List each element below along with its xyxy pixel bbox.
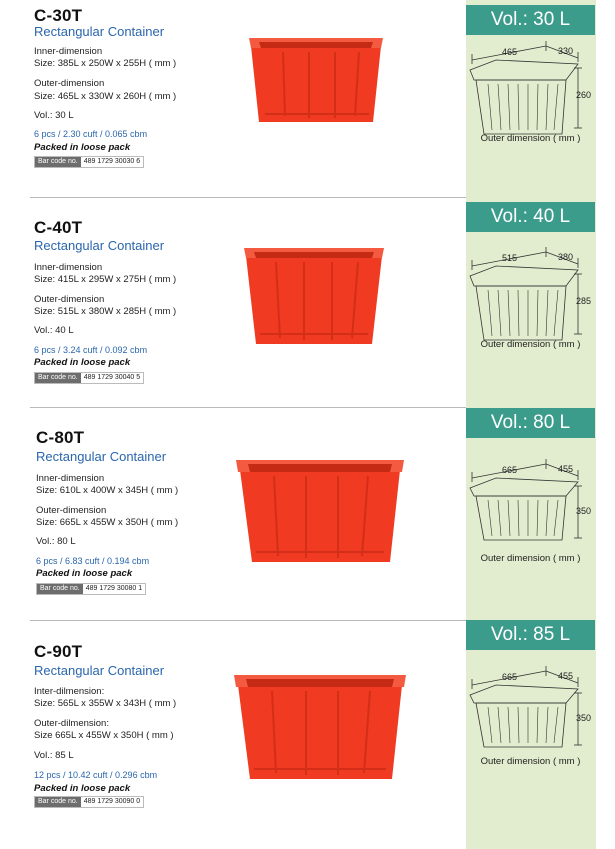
barcode	[36, 583, 146, 595]
volume-badge: Vol.: 80 L	[466, 408, 595, 438]
inner-dimension-label: Inner-dimension	[36, 473, 105, 484]
diagram-length: 665	[502, 465, 518, 475]
barcode	[34, 372, 144, 384]
inner-dimension-size: Size: 610L x 400W x 345H ( mm )	[36, 485, 179, 496]
barcode-number: 489 1729 30080 1	[83, 584, 145, 594]
product-section-c40t	[0, 206, 615, 420]
diagram-length: 465	[502, 47, 518, 57]
outer-dimension-label: Outer-dimension	[34, 78, 105, 89]
packing-info: 6 pcs / 3.24 cuft / 0.092 cbm	[34, 345, 148, 355]
inner-dimension-size: Size: 565L x 355W x 343H ( mm )	[34, 698, 177, 709]
packed-note: Packed in loose pack	[34, 783, 131, 794]
model-number: C-80T	[36, 428, 85, 447]
outer-dimension-diagram	[466, 663, 595, 763]
diagram-height: 350	[576, 713, 592, 723]
container-photo	[245, 32, 387, 127]
container-photo	[232, 667, 408, 785]
packed-note: Packed in loose pack	[36, 568, 133, 579]
barcode-label: Bar code no.	[37, 584, 83, 594]
volume-badge: Vol.: 40 L	[466, 202, 595, 232]
diagram-caption: Outer dimension ( mm )	[480, 553, 581, 564]
product-subtitle: Rectangular Container	[34, 238, 165, 253]
outer-dimension-label: Outer-dimension	[34, 294, 105, 305]
packing-info: 12 pcs / 10.42 cuft / 0.296 cbm	[34, 770, 158, 780]
outer-dimension-size: Size: 465L x 330W x 260H ( mm )	[34, 91, 177, 102]
inner-dimension-label: Inner-dimension	[34, 262, 103, 273]
packing-info: 6 pcs / 2.30 cuft / 0.065 cbm	[34, 129, 148, 139]
barcode-number: 489 1729 30040 5	[81, 373, 143, 383]
outer-dimension-size: Size: 515L x 380W x 285H ( mm )	[34, 306, 177, 317]
product-subtitle: Rectangular Container	[34, 663, 165, 678]
diagram-height: 350	[576, 506, 592, 516]
volume-badge: Vol.: 85 L	[466, 620, 595, 650]
diagram-height: 285	[576, 296, 592, 306]
barcode	[34, 156, 144, 168]
container-photo	[240, 240, 388, 350]
product-subtitle: Rectangular Container	[34, 24, 165, 39]
outer-dimension-size: Size: 665L x 455W x 350H ( mm )	[36, 517, 179, 528]
inner-dimension-size: Size: 385L x 250W x 255H ( mm )	[34, 58, 177, 69]
diagram-width: 455	[558, 464, 574, 474]
product-section-c30t	[0, 0, 615, 210]
outer-dimension-label: Outer-dimension	[36, 505, 107, 516]
packed-note: Packed in loose pack	[34, 142, 131, 153]
barcode-label: Bar code no.	[35, 373, 81, 383]
volume-text: Vol.: 30 L	[34, 110, 74, 121]
diagram-width: 380	[558, 252, 574, 262]
diagram-caption: Outer dimension ( mm )	[480, 133, 581, 144]
volume-badge: Vol.: 30 L	[466, 5, 595, 35]
volume-text: Vol.: 80 L	[36, 536, 76, 547]
packed-note: Packed in loose pack	[34, 357, 131, 368]
barcode-number: 489 1729 30030 6	[81, 157, 143, 167]
barcode-number: 489 1729 30090 0	[81, 797, 143, 807]
packing-info: 6 pcs / 6.83 cuft / 0.194 cbm	[36, 556, 150, 566]
product-section-c90t	[0, 624, 615, 843]
model-number: C-30T	[34, 6, 83, 25]
barcode-label: Bar code no.	[35, 157, 81, 167]
diagram-caption: Outer dimension ( mm )	[480, 339, 581, 350]
inner-dimension-label: Inner-dimension	[34, 46, 103, 57]
barcode-label: Bar code no.	[35, 797, 81, 807]
container-photo	[234, 452, 406, 568]
diagram-length: 515	[502, 253, 518, 263]
volume-text: Vol.: 85 L	[34, 750, 74, 761]
outer-dimension-diagram	[466, 244, 595, 344]
outer-dimension-diagram	[466, 456, 595, 556]
diagram-height: 260	[576, 90, 592, 100]
diagram-width: 455	[558, 671, 574, 681]
diagram-caption: Outer dimension ( mm )	[480, 756, 581, 767]
outer-dimension-size: Size 665L x 455W x 350H ( mm )	[34, 730, 174, 741]
model-number: C-90T	[34, 642, 83, 661]
outer-dimension-diagram	[466, 38, 595, 138]
inner-dimension-label: Inter-dilmension:	[34, 686, 105, 697]
diagram-length: 665	[502, 672, 518, 682]
outer-dimension-label: Outer-dilmension:	[34, 718, 109, 729]
barcode	[34, 796, 144, 808]
product-subtitle: Rectangular Container	[36, 449, 167, 464]
product-section-c80t	[0, 412, 615, 630]
inner-dimension-size: Size: 415L x 295W x 275H ( mm )	[34, 274, 177, 285]
model-number: C-40T	[34, 218, 83, 237]
diagram-width: 330	[558, 46, 574, 56]
volume-text: Vol.: 40 L	[34, 325, 74, 336]
